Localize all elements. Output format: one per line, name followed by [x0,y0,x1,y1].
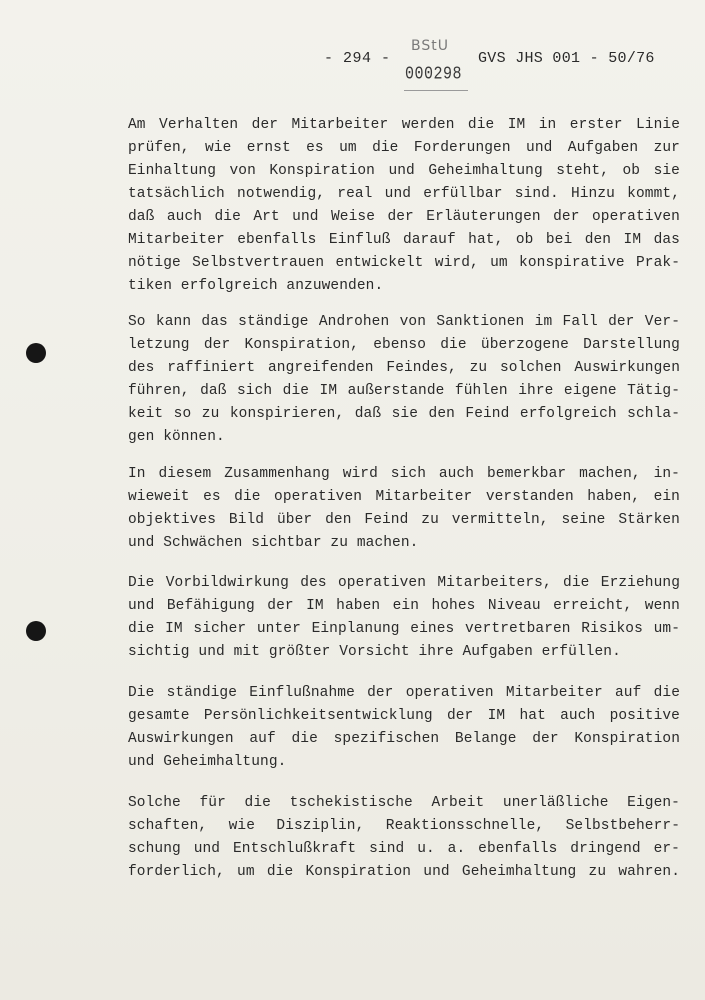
text-line: Auswirkungen auf die spezifischen Belange der Konspiration [128,731,680,747]
punch-hole-upper [26,343,46,363]
text-line: und Befähigung der IM haben ein hohes Niveau erreicht, wenn [128,598,680,614]
text-line: Einhaltung von Konspiration und Geheimhaltung steht, ob sie [128,163,680,179]
text-line: Die ständige Einflußnahme der operativen Mitarbeiter auf die [128,685,680,701]
archive-stamp-label: BStU [411,38,449,54]
text-line: führen, daß sich die IM außerstande fühlen ihre eigene Tätig- [128,383,680,399]
text-line: nötige Selbstvertrauen entwickelt wird, um konspirative Prak- [128,255,680,271]
text-line: und Geheimhaltung. [128,754,287,770]
page-number: - 294 - [324,50,391,67]
document-reference: GVS JHS 001 - 50/76 [478,50,655,67]
text-line: Am Verhalten der Mitarbeiter werden die IM in erster Linie [128,117,680,133]
text-line: letzung der Konspiration, ebenso die überzogene Darstellung [128,337,680,353]
text-line: In diesem Zusammenhang wird sich auch bemerkbar machen, in- [128,466,680,482]
text-line: sichtig und mit größter Vorsicht ihre Aufgaben erfüllen. [128,644,621,660]
text-line: So kann das ständige Androhen von Sanktionen im Fall der Ver- [128,314,680,330]
text-line: forderlich, um die Konspiration und Geheimhaltung zu wahren. [128,864,680,880]
text-line: prüfen, wie ernst es um die Forderungen und Aufgaben zur [128,140,680,156]
text-line: schaften, wie Disziplin, Reaktionsschnelle, Selbstbeherr- [128,818,680,834]
paragraph-2 [128,311,680,449]
text-line: Die Vorbildwirkung des operativen Mitarbeiters, die Erziehung [128,575,680,591]
archive-stamp-underline [404,90,468,91]
text-line: Solche für die tschekistische Arbeit unerläßliche Eigen- [128,795,680,811]
text-line: keit so zu konspirieren, daß sie den Feind erfolgreich schla- [128,406,680,422]
archive-stamp-number: 000298 [405,64,463,85]
text-line: und Schwächen sichtbar zu machen. [128,535,419,551]
paragraph-6 [128,792,680,884]
punch-hole-lower [26,621,46,641]
paragraph-5 [128,682,680,774]
text-line: gen können. [128,429,225,445]
paragraph-3 [128,463,680,555]
text-line: des raffiniert angreifenden Feindes, zu solchen Auswirkungen [128,360,680,376]
text-line: tatsächlich notwendig, real und erfüllbar sind. Hinzu kommt, [128,186,680,202]
paragraph-1 [128,114,680,298]
text-line: Mitarbeiter ebenfalls Einfluß darauf hat, ob bei den IM das [128,232,680,248]
text-line: gesamte Persönlichkeitsentwicklung der IM hat auch positive [128,708,680,724]
text-line: tiken erfolgreich anzuwenden. [128,278,384,294]
text-line: schung und Entschlußkraft sind u. a. ebenfalls dringend er- [128,841,680,857]
paragraph-4 [128,572,680,664]
text-line: die IM sicher unter Einplanung eines vertretbaren Risikos um- [128,621,680,637]
text-line: daß auch die Art und Weise der Erläuterungen der operativen [128,209,680,225]
text-line: objektives Bild über den Feind zu vermitteln, seine Stärken [128,512,680,528]
text-line: wieweit es die operativen Mitarbeiter verstanden haben, ein [128,489,680,505]
